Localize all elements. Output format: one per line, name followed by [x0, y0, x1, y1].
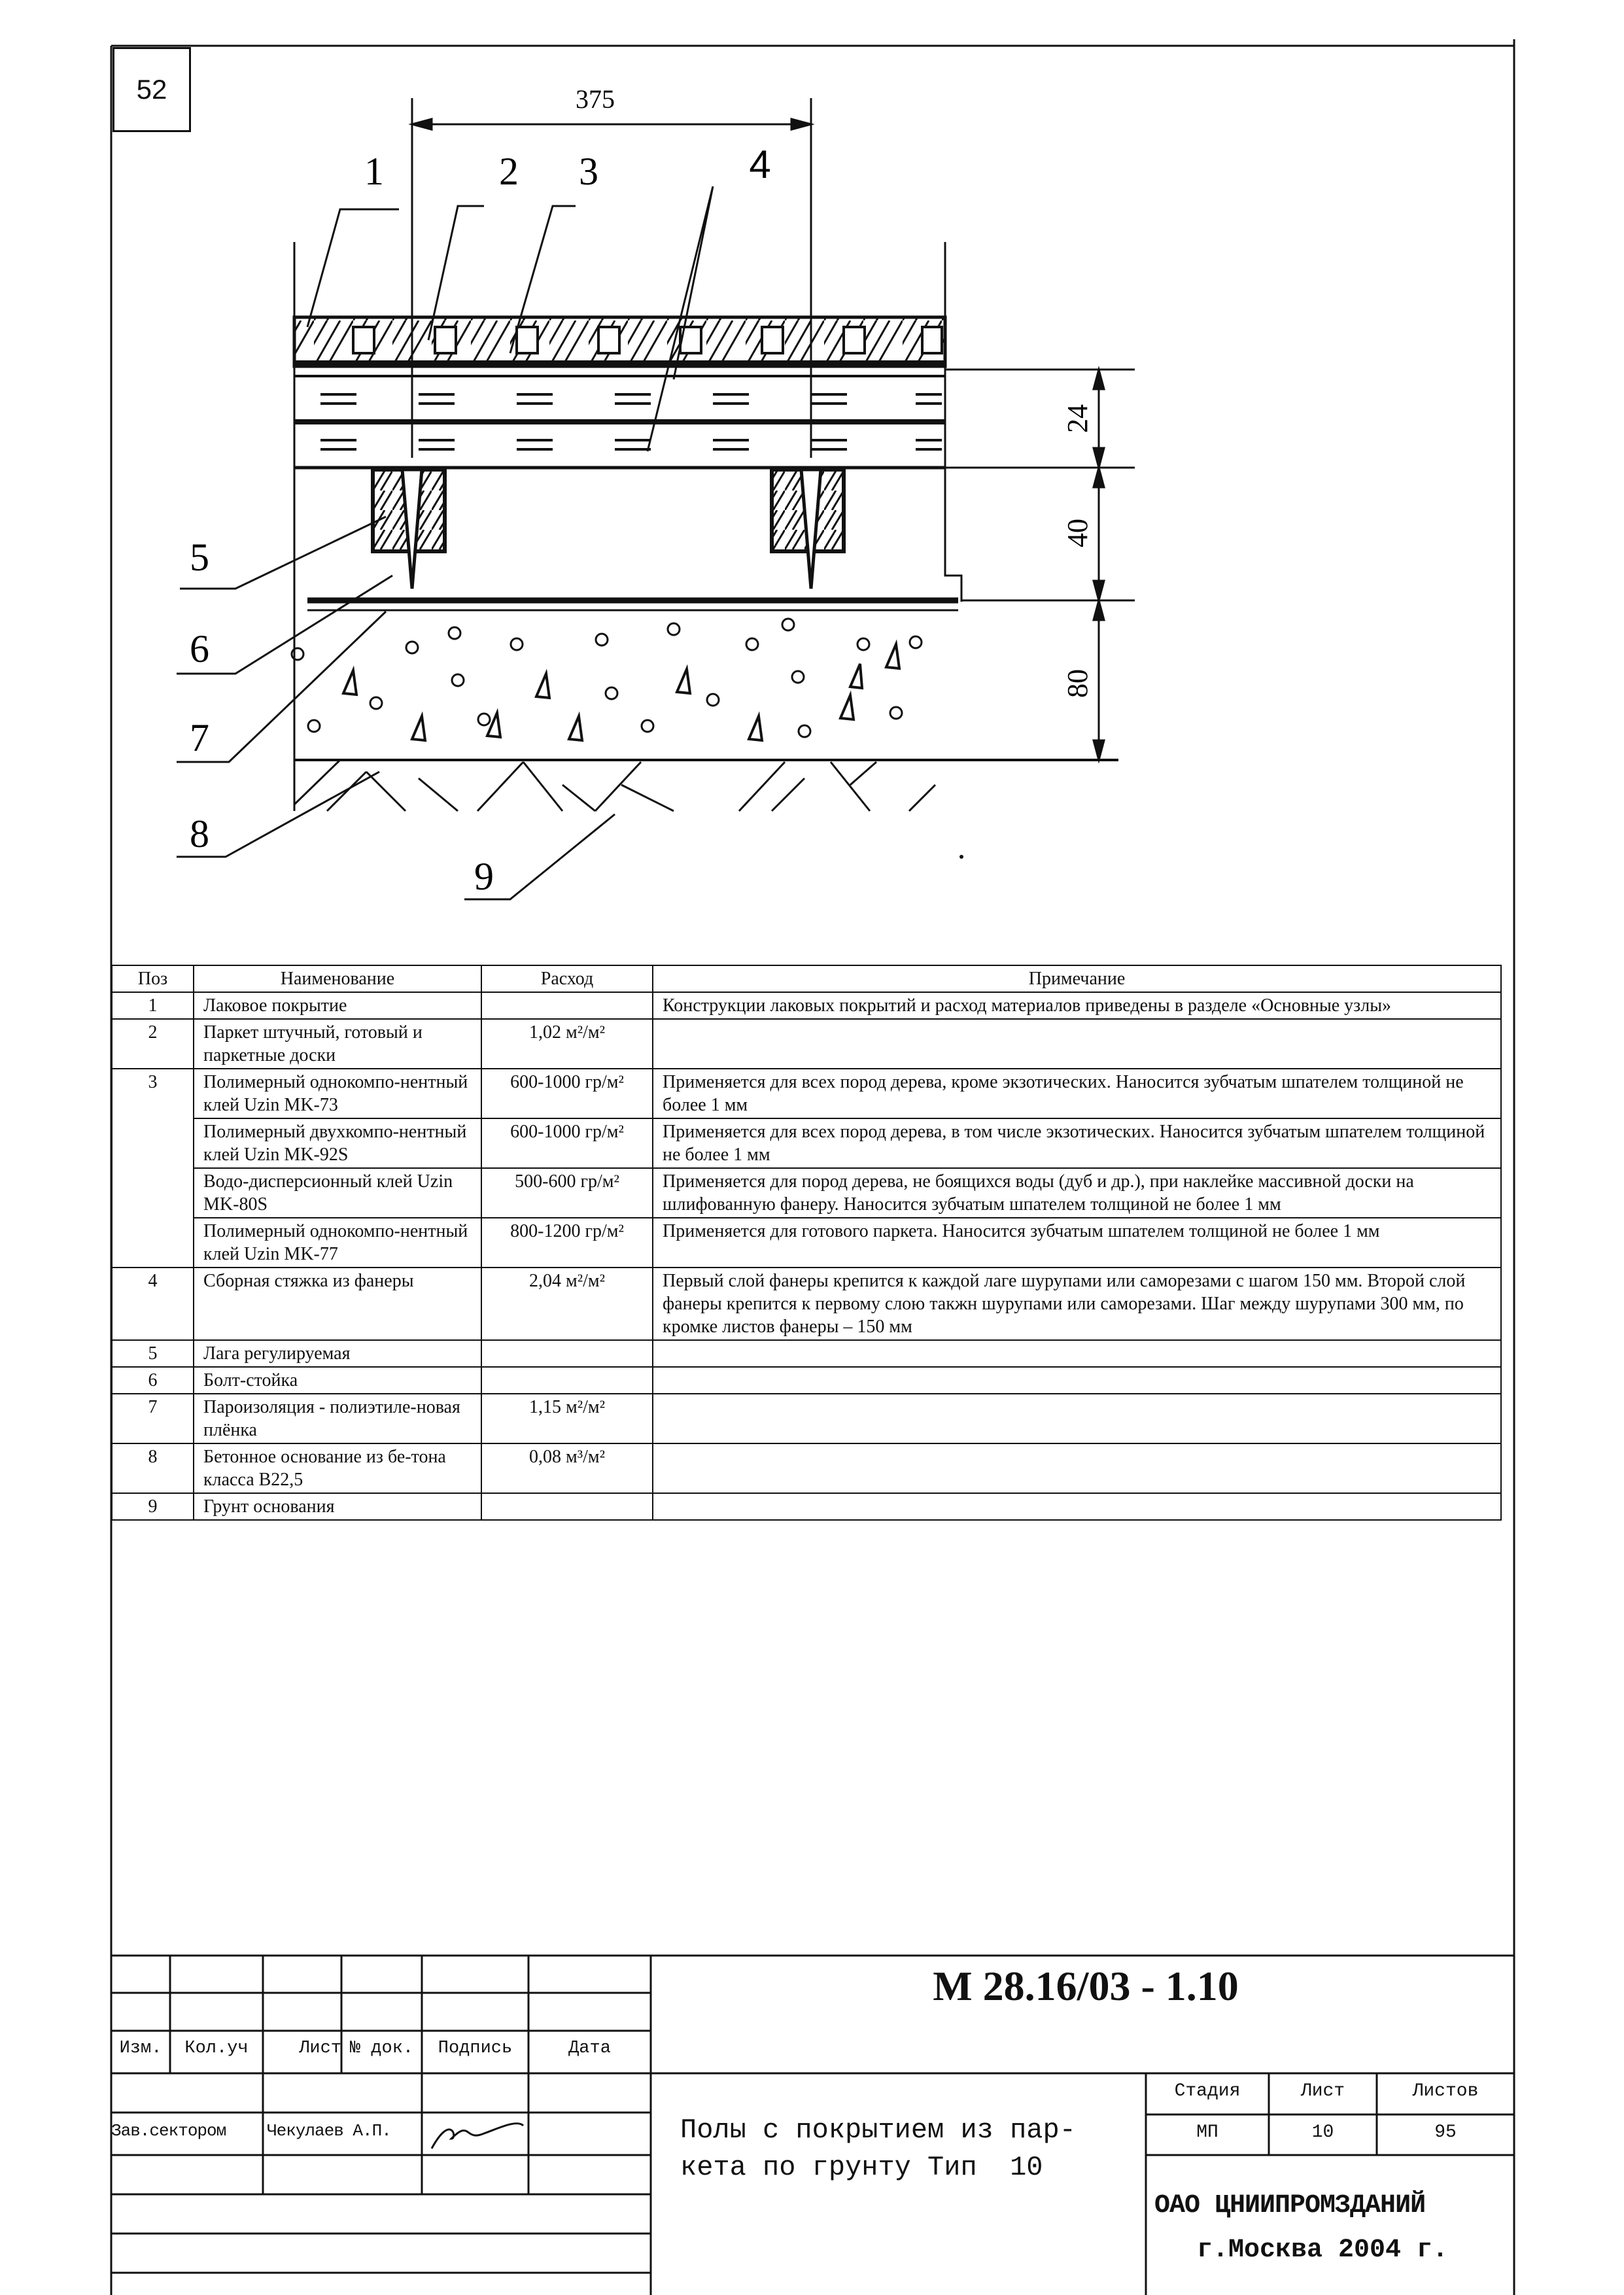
row-pos: 7 — [112, 1394, 194, 1443]
row-note: Применяется для всех пород дерева, в том числе экзотических. Наносится зубчатым шпателем толщиной не более 1 мм — [653, 1118, 1501, 1168]
callout-5: 5 — [190, 536, 209, 579]
row-consumption: 600-1000 гр/м² — [481, 1069, 653, 1118]
label-podpis: Подпись — [438, 2039, 513, 2058]
header-name: Наименование — [194, 965, 481, 992]
row-name: Паркет штучный, готовый и паркетные доски — [194, 1019, 481, 1069]
label-izm: Изм. — [119, 2039, 162, 2058]
organization-name: ОАО ЦНИИПРОМЗДАНИЙ — [1154, 2191, 1426, 2220]
callout-4: 4 — [749, 143, 771, 186]
row-pos: 5 — [112, 1340, 194, 1367]
document-code: М 28.16/03 - 1.10 — [933, 1963, 1239, 2009]
sheet-number: 52 — [112, 47, 191, 132]
dim-40-label: 40 — [1062, 519, 1094, 547]
dim-80-label: 80 — [1062, 669, 1094, 698]
row-consumption: 600-1000 гр/м² — [481, 1118, 653, 1168]
dim-375-label: 375 — [576, 84, 615, 114]
row-note: Применяется для всех пород дерева, кроме экзотических. Наносится зубчатым шпателем толщиной не более 1 мм — [653, 1069, 1501, 1118]
callout-7: 7 — [190, 716, 209, 759]
row-consumption: 1,02 м²/м² — [481, 1019, 653, 1069]
row-name: Пароизоляция - полиэтиле-новая плёнка — [194, 1394, 481, 1443]
header-pos: Поз — [112, 965, 194, 992]
row-note: Применяется для пород дерева, не боящихся воды (дуб и др.), при наклейке массивной доски на шлифованную фанеру. Наносится зубчатым шпателем толщиной не более 1 мм — [653, 1168, 1501, 1218]
callout-2: 2 — [499, 150, 519, 193]
row-consumption: 2,04 м²/м² — [481, 1268, 653, 1340]
row-consumption: 500-600 гр/м² — [481, 1168, 653, 1218]
header-consumption: Расход — [481, 965, 653, 992]
row-name: Болт-стойка — [194, 1367, 481, 1394]
callout-9: 9 — [474, 855, 494, 898]
row-consumption: 1,15 м²/м² — [481, 1394, 653, 1443]
callout-6: 6 — [190, 627, 209, 670]
row-note: Применяется для готового паркета. Наносится зубчатым шпателем толщиной не более 1 мм — [653, 1218, 1501, 1268]
role-label: Зав.сектором — [111, 2121, 226, 2141]
row-pos: 6 — [112, 1367, 194, 1394]
row-note: Первый слой фанеры крепится к каждой лаге шурупами или саморезами с шагом 150 мм. Второй слой фанеры крепится к первому слою такжн шурупами или саморезами. Шаг между шурупами 300 мм, по кромке листов фанеры – 150 мм — [653, 1268, 1501, 1340]
row-name: Полимерный однокомпо-нентный клей Uzin MK-73 — [194, 1069, 481, 1118]
row-consumption: 800-1200 гр/м² — [481, 1218, 653, 1268]
drawing-title-line1: Полы с покрытием из пар- — [680, 2114, 1076, 2146]
label-data: Дата — [568, 2039, 611, 2058]
row-pos: 8 — [112, 1443, 194, 1493]
stage-label: Стадия — [1174, 2081, 1241, 2101]
label-list: Лист — [299, 2039, 341, 2058]
callout-8: 8 — [190, 812, 209, 855]
row-pos: 9 — [112, 1493, 194, 1520]
row-pos: 1 — [112, 992, 194, 1019]
sheets-value: 95 — [1434, 2122, 1457, 2143]
stage-value: МП — [1196, 2122, 1218, 2143]
row-name: Лага регулируемая — [194, 1340, 481, 1367]
callout-1: 1 — [364, 150, 384, 193]
drawing-title-line2: кета по грунту Тип 10 — [680, 2152, 1043, 2183]
row-name: Полимерный двухкомпо-нентный клей Uzin MK-92S — [194, 1118, 481, 1168]
row-pos: 3 — [112, 1069, 194, 1118]
row-name: Водо-дисперсионный клей Uzin MK-80S — [194, 1168, 481, 1218]
row-note: Конструкции лаковых покрытий и расход материалов приведены в разделе «Основные узлы» — [653, 992, 1501, 1019]
sheet-label: Лист — [1300, 2081, 1345, 2101]
callout-3: 3 — [579, 150, 598, 193]
signature-mark — [432, 2124, 523, 2148]
row-consumption: 0,08 м³/м² — [481, 1443, 653, 1493]
row-name: Сборная стяжка из фанеры — [194, 1268, 481, 1340]
organization-city-year: г.Москва 2004 г. — [1197, 2235, 1449, 2265]
row-pos: 4 — [112, 1268, 194, 1340]
row-name: Лаковое покрытие — [194, 992, 481, 1019]
label-ndok: № док. — [349, 2039, 414, 2058]
row-name: Полимерный однокомпо-нентный клей Uzin MK-77 — [194, 1218, 481, 1268]
sheets-label: Листов — [1412, 2081, 1479, 2101]
header-note: Примечание — [653, 965, 1501, 992]
row-pos: 2 — [112, 1019, 194, 1069]
sheet-value: 10 — [1311, 2122, 1334, 2143]
row-name: Бетонное основание из бе-тона класса В22,5 — [194, 1443, 481, 1493]
person-name: Чекулаев А.П. — [267, 2121, 391, 2141]
row-name: Грунт основания — [194, 1493, 481, 1520]
dim-24-label: 24 — [1062, 404, 1094, 433]
label-kol-uch: Кол.уч — [184, 2039, 249, 2058]
